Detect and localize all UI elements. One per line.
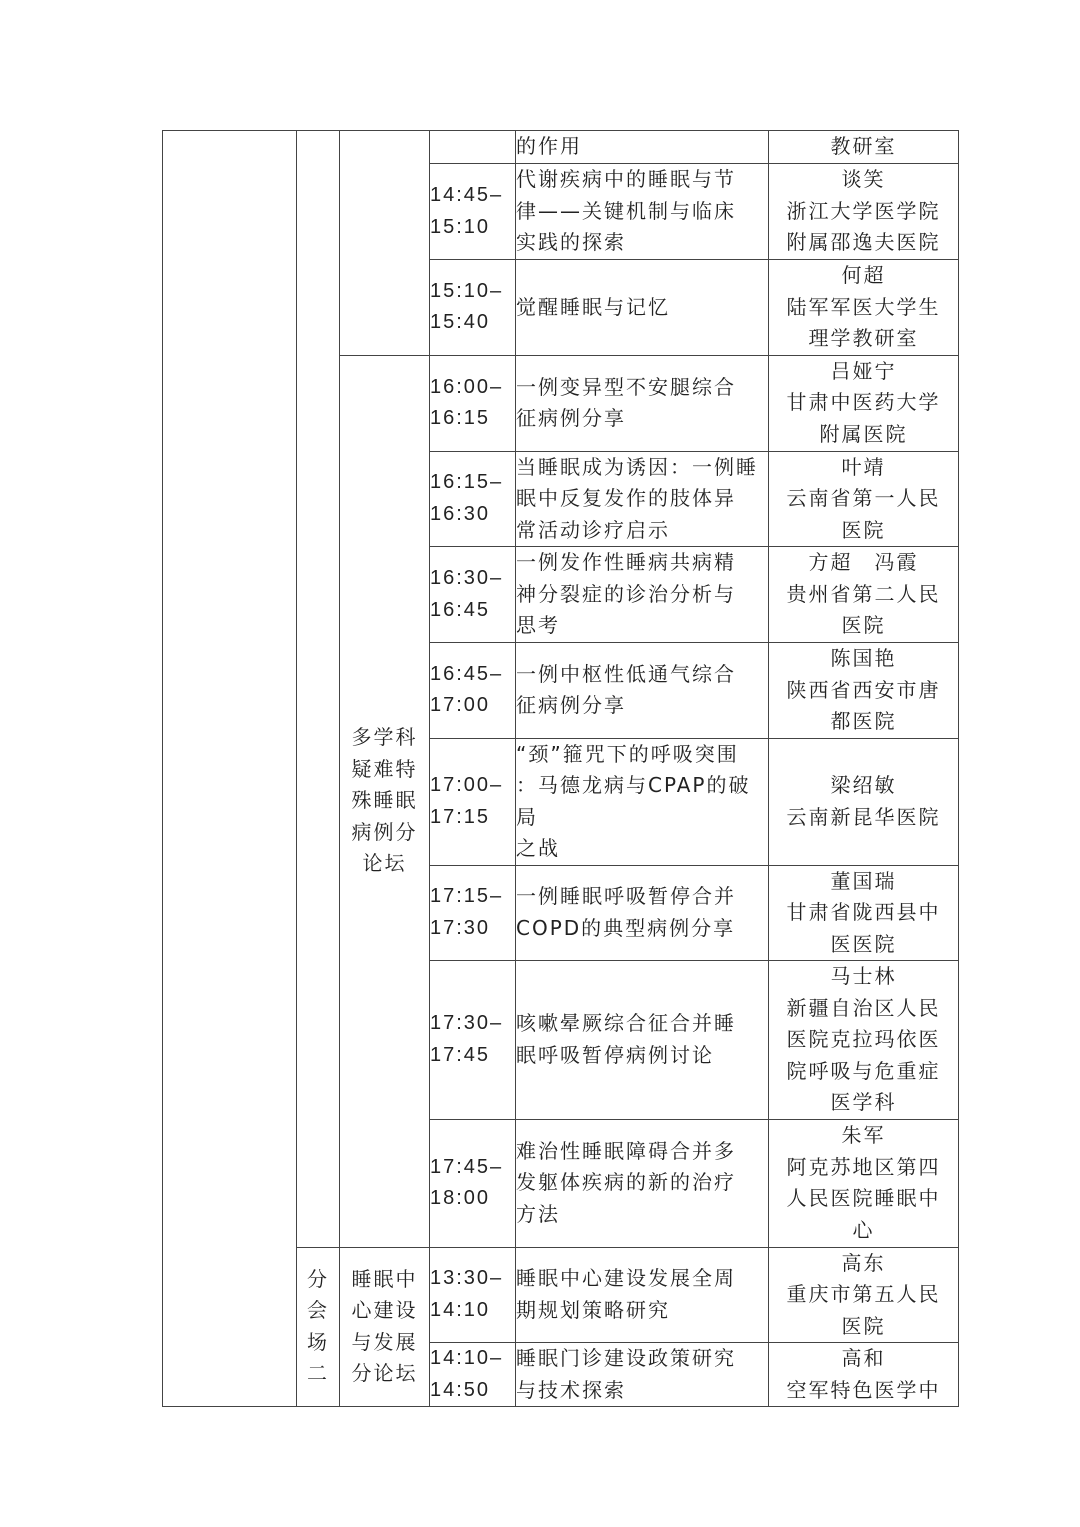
topic-cell: 一例中枢性低通气综合 征病例分享 [516,643,769,739]
speaker-cell: 叶靖 云南省第一人民 医院 [769,451,959,547]
topic-cell: 代谢疾病中的睡眠与节 律——关键机制与临床 实践的探索 [516,164,769,260]
time-cell: 17:15– 17:30 [430,865,516,961]
topic-cell: 睡眠中心建设发展全周 期规划策略研究 [516,1247,769,1343]
speaker-cell: 马士林 新疆自治区人民 医院克拉玛依医 院呼吸与危重症 医学科 [769,961,959,1120]
schedule-table [162,130,959,1407]
time-cell: 13:30– 14:10 [430,1247,516,1343]
topic-cell: 的作用 [516,131,769,164]
time-cell: 16:15– 16:30 [430,451,516,547]
topic-cell: 睡眠门诊建设政策研究 与技术探索 [516,1343,769,1407]
venue-two-cell: 分 会 场 二 [297,1247,340,1407]
speaker-cell: 何超 陆军军医大学生 理学教研室 [769,260,959,356]
speaker-cell: 教研室 [769,131,959,164]
time-cell: 16:30– 16:45 [430,547,516,643]
speaker-cell: 朱军 阿克苏地区第四 人民医院睡眠中 心 [769,1119,959,1247]
time-cell: 15:10– 15:40 [430,260,516,356]
speaker-cell: 方超 冯霞 贵州省第二人民 医院 [769,547,959,643]
topic-cell: “颈”箍咒下的呼吸突围 ：马德龙病与CPAP的破局 之战 [516,738,769,865]
time-cell: 16:00– 16:15 [430,355,516,451]
table-row [163,131,959,164]
time-cell: 14:45– 15:10 [430,164,516,260]
time-cell [430,131,516,164]
topic-cell: 当睡眠成为诱因：一例睡 眠中反复发作的肢体异 常活动诊疗启示 [516,451,769,547]
time-cell: 14:10– 14:50 [430,1343,516,1407]
time-cell: 17:45– 18:00 [430,1119,516,1247]
forum-multidisciplinary-cell: 多学科 疑难特 殊睡眠 病例分 论坛 [340,355,430,1247]
time-cell: 17:00– 17:15 [430,738,516,865]
speaker-cell: 高和 空军特色医学中 [769,1343,959,1407]
speaker-cell: 董国瑞 甘肃省陇西县中 医医院 [769,865,959,961]
speaker-cell: 高东 重庆市第五人民 医院 [769,1247,959,1343]
topic-cell: 一例睡眠呼吸暂停合并 COPD的典型病例分享 [516,865,769,961]
speaker-cell: 吕娅宁 甘肃中医药大学 附属医院 [769,355,959,451]
time-cell: 17:30– 17:45 [430,961,516,1120]
time-cell: 16:45– 17:00 [430,643,516,739]
topic-cell: 一例发作性睡病共病精 神分裂症的诊治分析与 思考 [516,547,769,643]
topic-cell: 觉醒睡眠与记忆 [516,260,769,356]
blank-column-cell [163,131,297,1407]
speaker-cell: 谈笑 浙江大学医学院 附属邵逸夫医院 [769,164,959,260]
speaker-cell: 梁绍敏 云南新昆华医院 [769,738,959,865]
topic-cell: 难治性睡眠障碍合并多 发躯体疾病的新的治疗 方法 [516,1119,769,1247]
forum-center-cell: 睡眠中 心建设 与发展 分论坛 [340,1247,430,1407]
speaker-cell: 陈国艳 陕西省西安市唐 都医院 [769,643,959,739]
forum-cell-top [340,131,430,356]
venue-cell-top [297,131,340,1248]
topic-cell: 咳嗽晕厥综合征合并睡 眠呼吸暂停病例讨论 [516,961,769,1120]
topic-cell: 一例变异型不安腿综合 征病例分享 [516,355,769,451]
